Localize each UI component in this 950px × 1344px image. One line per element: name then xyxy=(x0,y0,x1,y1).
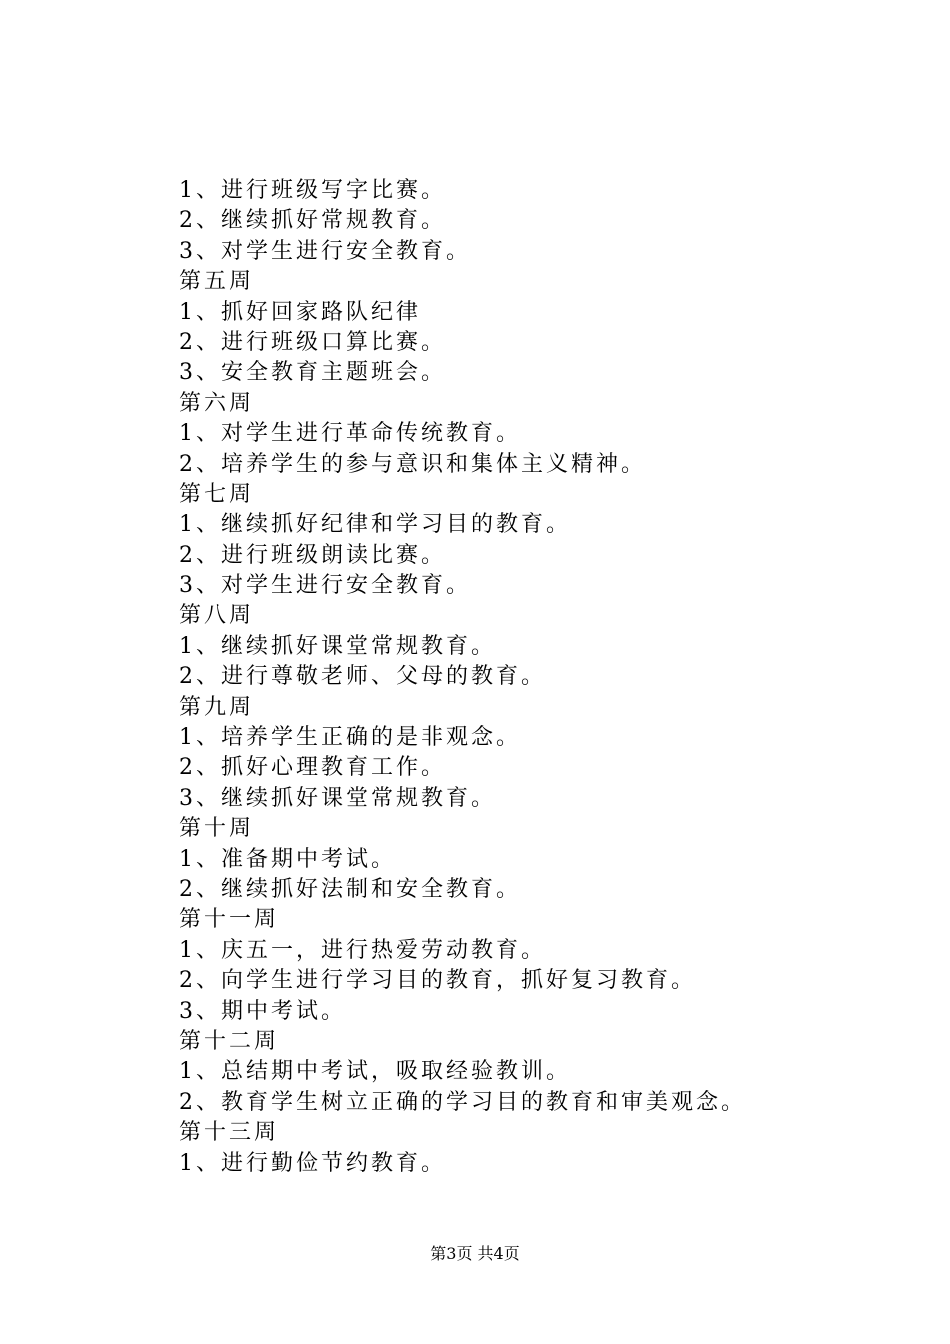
list-item: 1、准备期中考试。 xyxy=(179,846,396,872)
list-item: 2、进行班级朗读比赛。 xyxy=(179,542,446,568)
page-number-footer: 第3页 共4页 xyxy=(430,1244,520,1263)
list-item: 1、继续抓好纪律和学习目的教育。 xyxy=(179,512,571,538)
list-item: 2、进行尊敬老师、父母的教育。 xyxy=(179,664,546,690)
week-heading: 第十一周 xyxy=(179,907,280,933)
week-heading: 第七周 xyxy=(179,481,255,507)
list-item: 3、安全教育主题班会。 xyxy=(179,360,446,386)
week-heading: 第九周 xyxy=(179,694,255,720)
week-heading: 第六周 xyxy=(179,390,255,416)
list-item: 2、进行班级口算比赛。 xyxy=(179,329,446,355)
list-item: 3、对学生进行安全教育。 xyxy=(179,238,471,264)
list-item: 1、抓好回家路队纪律 xyxy=(179,299,421,325)
list-item: 2、教育学生树立正确的学习目的教育和审美观念。 xyxy=(179,1089,746,1115)
week-heading: 第五周 xyxy=(179,269,255,295)
week-heading: 第十二周 xyxy=(179,1028,280,1054)
week-heading: 第八周 xyxy=(179,603,255,629)
list-item: 2、抓好心理教育工作。 xyxy=(179,755,446,781)
list-item: 1、培养学生正确的是非观念。 xyxy=(179,725,521,751)
list-item: 1、进行勤俭节约教育。 xyxy=(179,1150,446,1176)
list-item: 1、总结期中考试，吸取经验教训。 xyxy=(179,1059,571,1085)
week-heading: 第十三周 xyxy=(179,1120,280,1146)
list-item: 2、继续抓好常规教育。 xyxy=(179,208,446,234)
list-item: 3、继续抓好课堂常规教育。 xyxy=(179,785,496,811)
list-item: 1、庆五一，进行热爱劳动教育。 xyxy=(179,937,546,963)
list-item: 1、进行班级写字比赛。 xyxy=(179,178,446,203)
list-item: 1、继续抓好课堂常规教育。 xyxy=(179,633,496,659)
list-item: 2、继续抓好法制和安全教育。 xyxy=(179,876,521,902)
document-body xyxy=(179,176,879,1179)
list-item: 1、对学生进行革命传统教育。 xyxy=(179,421,521,447)
list-item: 2、培养学生的参与意识和集体主义精神。 xyxy=(179,451,646,477)
list-item: 3、对学生进行安全教育。 xyxy=(179,573,471,599)
list-item: 3、期中考试。 xyxy=(179,998,346,1024)
week-heading: 第十周 xyxy=(179,816,255,842)
list-item: 2、向学生进行学习目的教育，抓好复习教育。 xyxy=(179,968,696,994)
